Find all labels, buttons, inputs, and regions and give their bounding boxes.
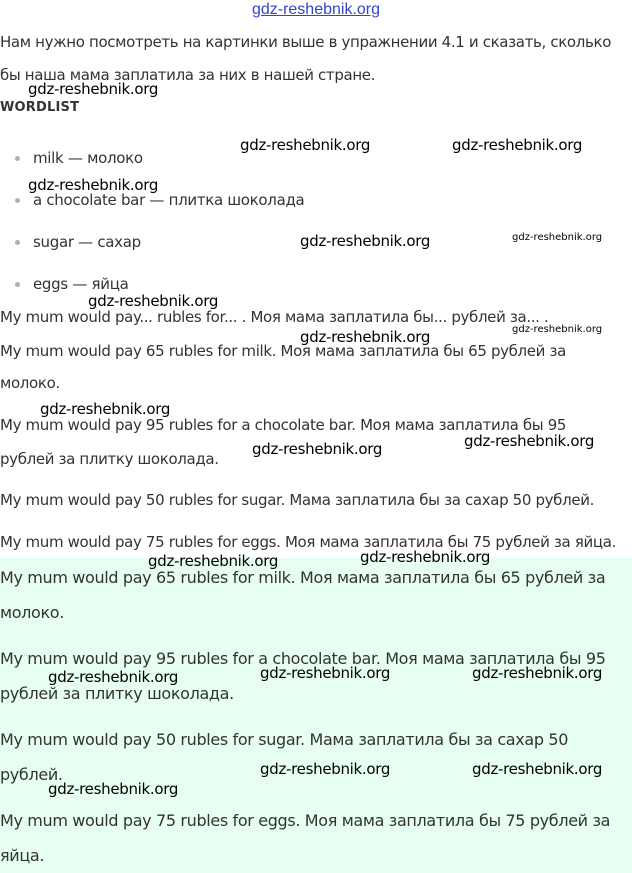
example-line: My mum would pay 75 rubles for eggs. Моя мама заплатила бы 75 рублей за яйца. xyxy=(0,533,617,551)
watermark: gdz-reshebnik.org xyxy=(48,668,179,686)
example-line: My mum would pay 65 rubles for milk. Моя мама заплатила бы 65 рублей за xyxy=(0,342,566,360)
example-line: рублей за плитку шоколада. xyxy=(0,450,219,468)
watermark: gdz-reshebnik.org xyxy=(300,328,431,346)
wordlist-item: eggs — яйца xyxy=(33,275,129,293)
example-line: My mum would pay 50 rubles for sugar. Мама заплатила бы за сахар 50 рублей. xyxy=(0,491,595,509)
watermark: gdz-reshebnik.org xyxy=(260,760,391,778)
answer-line: рублей за плитку шоколада. xyxy=(0,684,234,703)
watermark: gdz-reshebnik.org xyxy=(148,552,279,570)
answer-line: My mum would pay 75 rubles for eggs. Моя мама заплатила бы 75 рублей за xyxy=(0,811,611,830)
watermark: gdz-reshebnik.org xyxy=(260,664,391,682)
bullet-icon xyxy=(15,198,20,203)
answer-line: My mum would pay 65 rubles for milk. Моя мама заплатила бы 65 рублей за xyxy=(0,568,606,587)
watermark: gdz-reshebnik.org xyxy=(48,780,179,798)
answer-line: My mum would pay 95 rubles for a chocolate bar. Моя мама заплатила бы 95 xyxy=(0,649,606,668)
example-line: My mum would pay 95 rubles for a chocolate bar. Моя мама заплатила бы 95 xyxy=(0,416,567,434)
bullet-icon xyxy=(15,156,20,161)
watermark: gdz-reshebnik.org xyxy=(360,548,491,566)
watermark: gdz-reshebnik.org xyxy=(472,664,603,682)
watermark: gdz-reshebnik.org xyxy=(512,232,603,243)
watermark: gdz-reshebnik.org xyxy=(252,440,383,458)
answer-line: рублей. xyxy=(0,765,63,784)
answer-line: My mum would pay 50 rubles for sugar. Мама заплатила бы за сахар 50 xyxy=(0,730,569,749)
answer-line: молоко. xyxy=(0,603,64,622)
task-line-1: Нам нужно посмотреть на картинки выше в упражнении 4.1 и сказать, сколько xyxy=(0,33,612,51)
watermark: gdz-reshebnik.org xyxy=(88,292,219,310)
task-line-2: бы наша мама заплатила за них в нашей стране. xyxy=(0,66,376,84)
watermark: gdz-reshebnik.org xyxy=(512,324,603,335)
watermark: gdz-reshebnik.org xyxy=(452,136,583,154)
wordlist-item: a chocolate bar — плитка шоколада xyxy=(33,191,305,209)
site-header-link[interactable]: gdz-reshebnik.org xyxy=(251,1,381,18)
watermark: gdz-reshebnik.org xyxy=(40,400,171,418)
watermark: gdz-reshebnik.org xyxy=(28,80,159,98)
template-sentence: My mum would pay... rubles for... . Моя мама заплатила бы... рублей за... . xyxy=(0,308,549,326)
watermark: gdz-reshebnik.org xyxy=(300,232,431,250)
wordlist-item: milk — молоко xyxy=(33,149,143,167)
wordlist-heading: WORDLIST xyxy=(0,100,80,115)
answer-line: яйца. xyxy=(0,846,45,865)
bullet-icon xyxy=(15,240,20,245)
bullet-icon xyxy=(15,282,20,287)
watermark: gdz-reshebnik.org xyxy=(472,760,603,778)
watermark: gdz-reshebnik.org xyxy=(464,432,595,450)
watermark: gdz-reshebnik.org xyxy=(28,176,159,194)
wordlist-item: sugar — сахар xyxy=(33,233,141,251)
example-line: молоко. xyxy=(0,374,60,392)
watermark: gdz-reshebnik.org xyxy=(240,136,371,154)
